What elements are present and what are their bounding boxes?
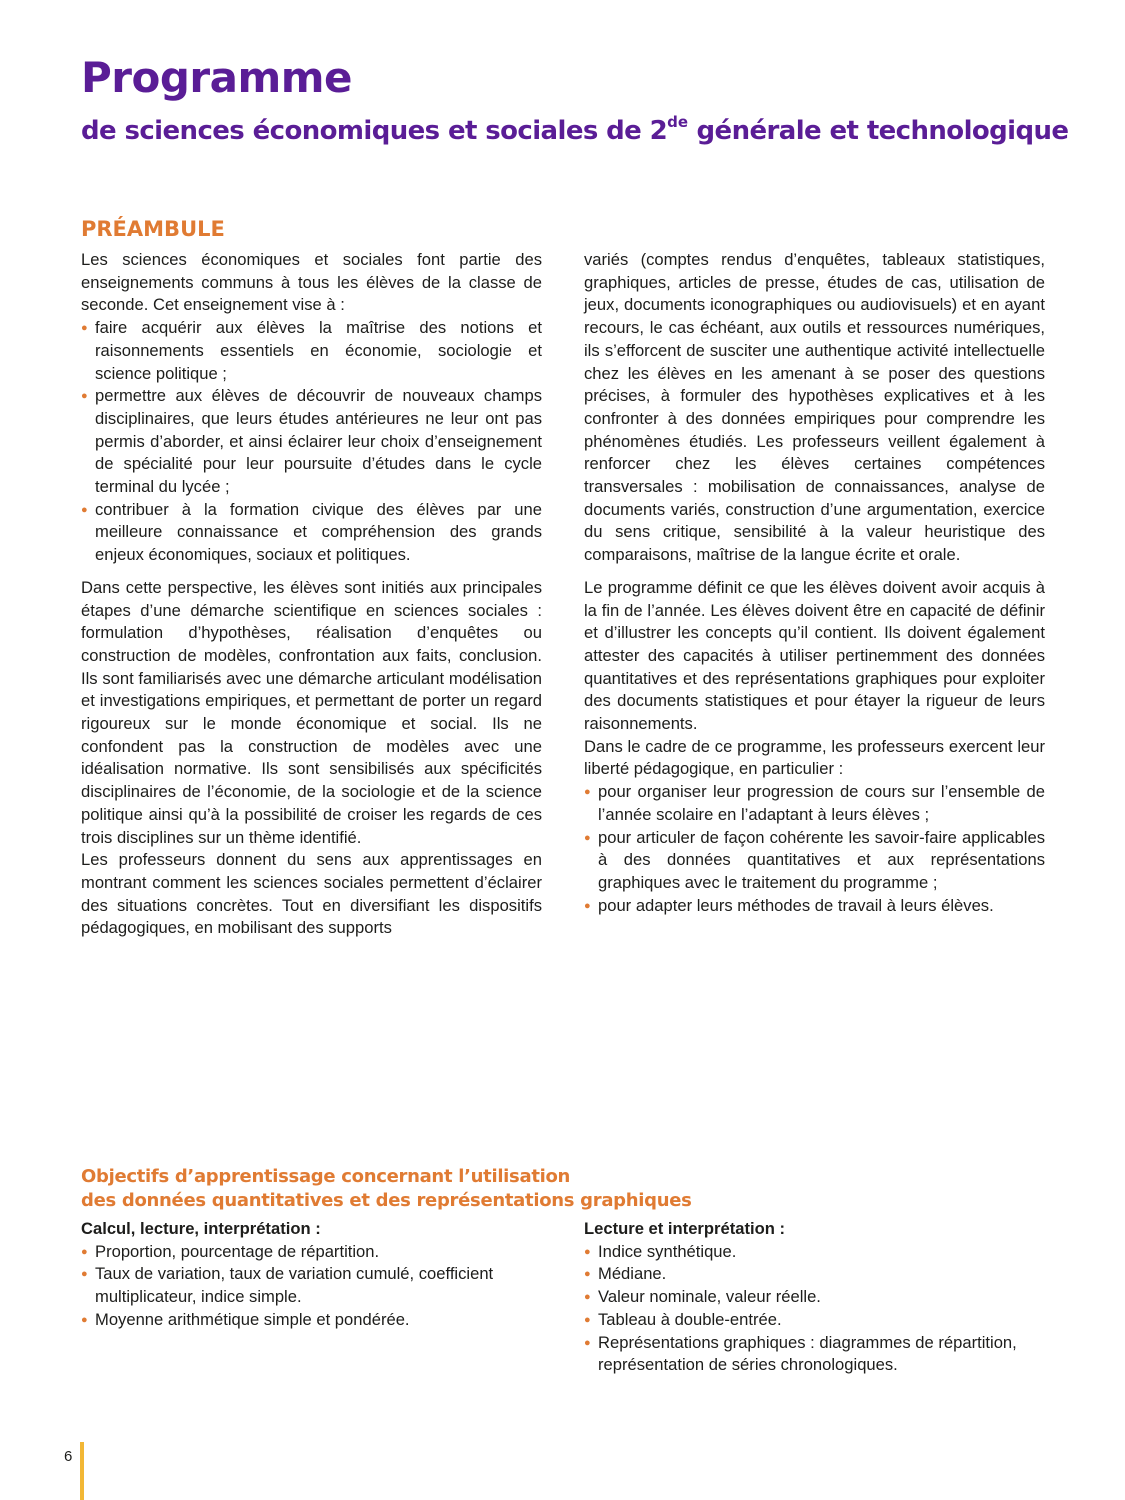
liberte-list: [584, 781, 1045, 917]
objectifs-heading: [81, 1165, 981, 1213]
aims-list: [81, 317, 542, 567]
lecture-list: [584, 1241, 1054, 1377]
liberte-list-item: ● pour adapter leurs méthodes de travail à leurs élèves.: [584, 895, 1045, 918]
preambule-column-right: [584, 249, 1045, 917]
preambule-column-left: [81, 249, 542, 940]
lecture-section: [584, 1218, 1054, 1377]
lecture-list-item: ● Médiane.: [584, 1263, 1054, 1286]
paragraph-cadre: Dans le cadre de ce programme, les professeurs exercent leur liberté pédagogique, en particulier :: [584, 736, 1045, 779]
paragraph-perspective: Dans cette perspective, les élèves sont initiés aux principales étapes d’une démarche scientifique en sciences sociales : formulation d’hypothèses, réalisation d’enquêtes ou construction de modèles, confrontation aux faits, conclusion. Ils sont familiarisés avec une démarche articulant modélisation et investigations empiriques, et permettant de porter un regard rigoureux sur le monde économique et social. Ils ne confondent pas la construction de modèles avec une idéalisation normative. Ils sont sensibilisés aux spécificités disciplinaires de l’économie, de la sociologie et de la science politique ainsi qu’à la possibilité de croiser les regards de ces trois disciplines sur un thème identifié.: [81, 577, 542, 847]
paragraph-professeurs: Les professeurs donnent du sens aux apprentissages en montrant comment les sciences sociales permettent d’éclairer des situations concrètes. Tout en diversifiant les dispositifs pédagogiques, en mobilisant des supports: [81, 850, 542, 938]
liberte-list-item: ● pour articuler de façon cohérente les savoir-faire applicables à des données quantitatives et aux représentations graphiques avec le traitement du programme ;: [584, 827, 1045, 895]
aims-list-item: ● contribuer à la formation civique des élèves par une meilleure connaissance et compréhension des grands enjeux économiques, sociaux et politiques.: [81, 499, 542, 567]
preambule-intro: Les sciences économiques et sociales font partie des enseignements communs à tous les élèves de la classe de seconde. Cet enseignement vise à :: [81, 250, 542, 315]
lecture-list-item: ● Représentations graphiques : diagrammes de répartition, représentation de séries chronologiques.: [584, 1332, 1054, 1377]
objectifs-heading-line: des données quantitatives et des représentations graphiques: [81, 1190, 692, 1211]
calcul-list-item: ● Taux de variation, taux de variation cumulé, coefficient multiplicateur, indice simple.: [81, 1263, 551, 1308]
lecture-title: Lecture et interprétation :: [584, 1219, 785, 1238]
calcul-list: [81, 1241, 551, 1332]
page-title: Programme: [81, 53, 352, 102]
calcul-list-item: ● Proportion, pourcentage de répartition.: [81, 1241, 551, 1264]
lecture-list-item: ● Indice synthétique.: [584, 1241, 1054, 1264]
paragraph-programme: Le programme définit ce que les élèves doivent avoir acquis à la fin de l’année. Les élèves doivent être en capacité de définir et d’illustrer les concepts qu’il contient. Ils doivent également attester des capacités à utiliser pertinemment des données quantitatives et des représentations graphiques pour exploiter des documents statistiques et pour étayer la rigueur de leurs raisonnements.: [584, 577, 1045, 734]
page-subtitle: [81, 104, 1068, 149]
subtitle-superscript: de: [667, 113, 689, 131]
lecture-list-item: ● Valeur nominale, valeur réelle.: [584, 1286, 1054, 1309]
page-number: 6: [64, 1448, 73, 1465]
paragraph-professeurs-continued: variés (comptes rendus d’enquêtes, tableaux statistiques, graphiques, articles de presse, études de cas, utilisation de jeux, documents iconographiques ou audiovisuels) et en ayant recours, le cas échéant, aux outils et ressources numériques, ils s’efforcent de susciter une authentique activité intellectuelle chez les élèves en les amenant à se poser des questions précises, à formuler des hypothèses explicatives et à les confronter à des données empiriques pour comprendre les phénomènes étudiés. Les professeurs veillent également à renforcer chez les élèves certaines compétences transversales : mobilisation de connaissances, analyse de documents variés, construction d’une argumentation, exercice du sens critique, sensibilité à la valeur heuristique des comparaisons, maîtrise de la langue écrite et orale.: [584, 250, 1045, 565]
calcul-section: [81, 1218, 551, 1332]
liberte-list-item: ● pour organiser leur progression de cours sur l’ensemble de l’année scolaire en l’adaptant à leurs élèves ;: [584, 781, 1045, 826]
aims-list-item: ● faire acquérir aux élèves la maîtrise des notions et raisonnements essentiels en économie, sociologie et science politique ;: [81, 317, 542, 385]
lecture-list-item: ● Tableau à double-entrée.: [584, 1309, 1054, 1332]
calcul-list-item: ● Moyenne arithmétique simple et pondérée.: [81, 1309, 551, 1332]
calcul-title: Calcul, lecture, interprétation :: [81, 1219, 321, 1238]
page-number-bar: [80, 1442, 84, 1500]
subtitle-text-end: générale et technologique: [688, 116, 1069, 146]
aims-list-item: ● permettre aux élèves de découvrir de nouveaux champs disciplinaires, que leurs études antérieures ne leur ont pas permis d’aborder, et ainsi éclairer leur choix d’enseignement de spécialité pour leur poursuite d’études dans le cycle terminal du lycée ;: [81, 385, 542, 499]
subtitle-text: de sciences économiques et sociales de 2: [81, 116, 668, 146]
objectifs-heading-line: Objectifs d’apprentissage concernant l’utilisation: [81, 1166, 571, 1187]
preambule-heading: PRÉAMBULE: [81, 217, 225, 241]
